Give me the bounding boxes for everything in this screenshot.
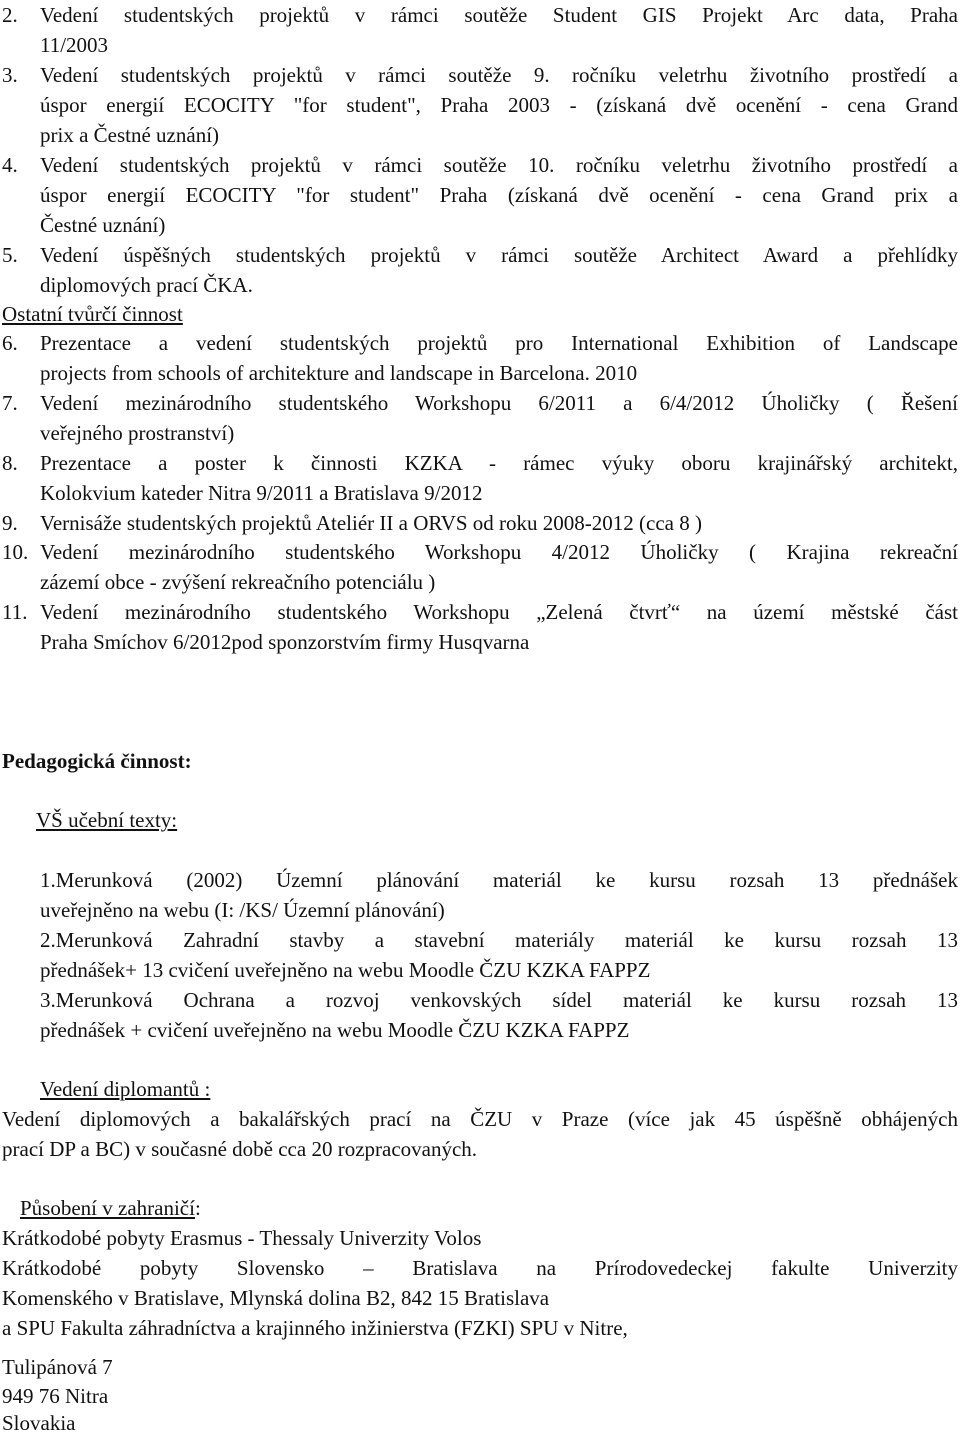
subsection-heading-texts: VŠ učební texty: — [36, 808, 178, 832]
abroad-text-line: Krátkodobé pobyty Erasmus - Thessaly Univerzity Volos — [2, 1226, 482, 1250]
item-text-line: zázemí obce - zvýšení rekreačního potenciálu ) — [40, 570, 436, 594]
item-text-line: diplomových prací ČKA. — [40, 273, 253, 297]
item-text-line: 11/2003 — [40, 33, 109, 57]
address-line: Slovakia — [2, 1411, 76, 1435]
item-text-line: Vedení mezinárodního studentského Workshopu 4/2012 Úholičky ( Krajina rekreační — [40, 540, 958, 564]
item-text-line: veřejného prostranství) — [40, 421, 235, 445]
abroad-text-line: Komenského v Bratislave, Mlynská dolina B2, 842 15 Bratislava — [2, 1286, 550, 1310]
subsection-heading-supervision: Vedení diplomantů : — [40, 1077, 211, 1101]
supervision-text-line: Vedení diplomových a bakalářských prací na ČZU v Praze (více jak 45 úspěšně obhájených — [2, 1107, 958, 1131]
abroad-heading-colon: : — [194, 1196, 201, 1220]
item-number: 6. — [2, 331, 18, 355]
item-text-line: Vedení mezinárodního studentského Workshopu „Zelená čtvrť“ na území městské část — [40, 600, 958, 624]
subsection-heading-abroad — [20, 1193, 201, 1223]
item-text-line: úspor energií ECOCITY "for student" Praha (získaná dvě ocenění - cena Grand prix a — [40, 183, 958, 207]
item-number: 3. — [2, 63, 18, 87]
item-text-line: Vedení studentských projektů v rámci soutěže 10. ročníku veletrhu životního prostředí a — [40, 153, 958, 177]
textbook-line: 1.Merunková (2002) Územní plánování materiál ke kursu rozsah 13 přednášek — [40, 868, 958, 892]
address-line: Tulipánová 7 — [2, 1355, 113, 1379]
item-number: 2. — [2, 3, 18, 27]
item-text-line: Kolokvium kateder Nitra 9/2011 a Bratislava 9/2012 — [40, 481, 483, 505]
textbook-line: 3.Merunková Ochrana a rozvoj venkovských sídel materiál ke kursu rozsah 13 — [40, 988, 958, 1012]
abroad-text-line: a SPU Fakulta záhradníctva a krajinného inžinierstva (FZKI) SPU v Nitre, — [2, 1316, 628, 1340]
item-text-line: Vedení úspěšných studentských projektů v rámci soutěže Architect Award a přehlídky — [40, 243, 958, 267]
supervision-text-line: prací DP a BC) v současné době cca 20 rozpracovaných. — [2, 1137, 478, 1161]
abroad-heading-text: Působení v zahraničí — [20, 1196, 195, 1220]
item-number: 4. — [2, 153, 18, 177]
textbook-line: přednášek + cvičení uveřejněno na webu Moodle ČZU KZKA FAPPZ — [40, 1018, 630, 1042]
item-number: 10. — [2, 540, 29, 564]
abroad-text-line: Krátkodobé pobyty Slovensko – Bratislava na Prírodovedeckej fakulte Univerzity — [2, 1256, 958, 1280]
item-text-line: projects from schools of architekture and landscape in Barcelona. 2010 — [40, 361, 638, 385]
section-heading-pedagogy: Pedagogická činnost: — [2, 749, 192, 773]
item-text-line: prix a Čestné uznání) — [40, 123, 220, 147]
item-text-line: Čestné uznání) — [40, 213, 166, 237]
item-text-line: úspor energií ECOCITY "for student", Praha 2003 - (získaná dvě ocenění - cena Grand — [40, 93, 958, 117]
item-number: 8. — [2, 451, 18, 475]
item-text-line: Vedení studentských projektů v rámci soutěže 9. ročníku veletrhu životního prostředí a — [40, 63, 958, 87]
item-number: 9. — [2, 511, 18, 535]
item-number: 11. — [2, 600, 28, 624]
item-text-line: Prezentace a vedení studentských projektů pro International Exhibition of Landscape — [40, 331, 958, 355]
textbook-line: 2.Merunková Zahradní stavby a stavební materiály materiál ke kursu rozsah 13 — [40, 928, 958, 952]
item-text-line: Praha Smíchov 6/2012pod sponzorstvím firmy Husqvarna — [40, 630, 530, 654]
textbook-line: uveřejněno na webu (I: /KS/ Územní plánování) — [40, 898, 445, 922]
textbook-line: přednášek+ 13 cvičení uveřejněno na webu Moodle ČZU KZKA FAPPZ — [40, 958, 651, 982]
section-heading-other: Ostatní tvůrčí činnost — [2, 302, 183, 326]
item-text-line: Vernisáže studentských projektů Ateliér II a ORVS od roku 2008-2012 (cca 8 ) — [40, 511, 702, 535]
item-text-line: Prezentace a poster k činnosti KZKA - rámec výuky oboru krajinářský architekt, — [40, 451, 958, 475]
address-line: 949 76 Nitra — [2, 1384, 109, 1408]
item-number: 7. — [2, 391, 18, 415]
item-text-line: Vedení mezinárodního studentského Workshopu 6/2011 a 6/4/2012 Úholičky ( Řešení — [40, 391, 958, 415]
item-text-line: Vedení studentských projektů v rámci soutěže Student GIS Projekt Arc data, Praha — [40, 3, 958, 27]
item-number: 5. — [2, 243, 18, 267]
